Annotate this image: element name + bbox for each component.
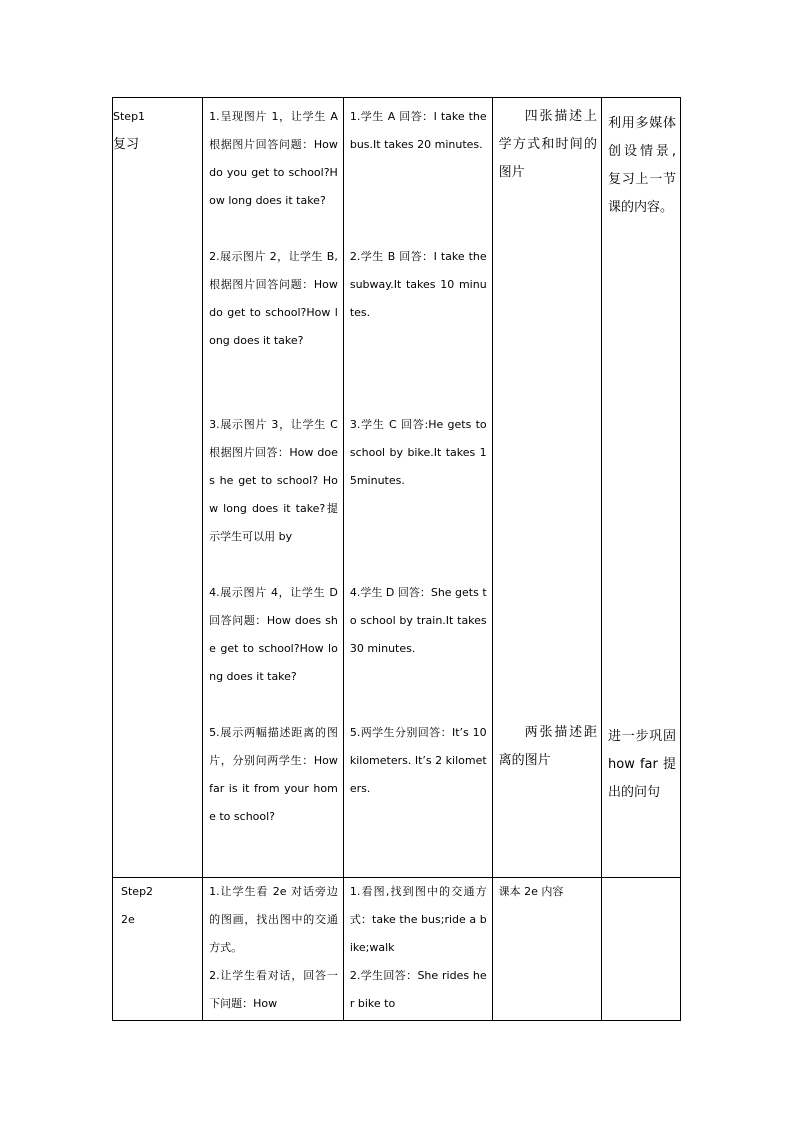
- student-activity-cell: [343, 98, 492, 878]
- step-cell: [113, 98, 203, 878]
- teacher-activity-cell: [203, 878, 344, 1021]
- student-activity: 2.学生回答：She rides her bike to: [349, 969, 487, 1010]
- step-cell: [113, 878, 203, 1021]
- design-purpose: 进一步巩固 how far 提出的问句: [608, 729, 676, 800]
- teacher-activity: 3.展示图片 3，让学生 C 根据图片回答：How does he get to school? How long does it take?提示学生可以用 by: [209, 418, 338, 543]
- media-cell: [492, 878, 601, 1021]
- purpose-cell: [602, 98, 681, 878]
- step-label: 复习: [113, 137, 140, 152]
- lesson-plan-table: [112, 97, 681, 1021]
- table-row: [113, 98, 681, 878]
- teacher-activity: 1.呈现图片 1，让学生 A 根据图片回答问题：How do you get to school?How long does it take?: [209, 110, 338, 207]
- student-activity: 1.看图,找到图中的交通方式：take the bus;ride a bike;walk: [349, 885, 487, 954]
- media-description: 课本 2e 内容: [498, 885, 564, 898]
- student-activity: 5.两学生分别回答：It’s 10 kilometers. It’s 2 kilometers.: [349, 726, 487, 795]
- purpose-cell: [602, 878, 681, 1021]
- step-label: Step1: [113, 110, 146, 123]
- step-label: 2e: [121, 913, 135, 926]
- student-activity: 2.学生 B 回答：I take the subway.It takes 10 minutes.: [349, 250, 487, 319]
- table-row: [113, 878, 681, 1021]
- student-activity-cell: [343, 878, 492, 1021]
- teacher-activity-cell: [203, 98, 344, 878]
- step-label: Step2: [121, 885, 154, 898]
- teacher-activity: 5.展示两幅描述距离的图片，分别问两学生：How far is it from your home to school?: [209, 726, 338, 823]
- teacher-activity: 4.展示图片 4，让学生 D 回答问题：How does she get to school?How long does it take?: [209, 586, 338, 683]
- media-description: 四张描述上学方式和时间的图片: [498, 109, 598, 180]
- teacher-activity: 1.让学生看 2e 对话旁边的图画，找出图中的交通方式。: [209, 885, 338, 954]
- media-description: 两张描述距离的图片: [498, 725, 598, 768]
- media-cell: [492, 98, 601, 878]
- student-activity: 3.学生 C 回答:He gets to school by bike.It takes 15minutes.: [349, 418, 487, 487]
- design-purpose: 利用多媒体创设情景,复习上一节课的内容。: [608, 116, 676, 215]
- teacher-activity: 2.让学生看对话，回答一下问题：How: [209, 969, 338, 1010]
- teacher-activity: 2.展示图片 2，让学生 B,根据图片回答问题：How do get to school?How long does it take?: [209, 250, 338, 347]
- student-activity: 1.学生 A 回答：I take the bus.It takes 20 minutes.: [349, 110, 487, 151]
- student-activity: 4.学生 D 回答：She gets to school by train.It takes 30 minutes.: [349, 586, 487, 655]
